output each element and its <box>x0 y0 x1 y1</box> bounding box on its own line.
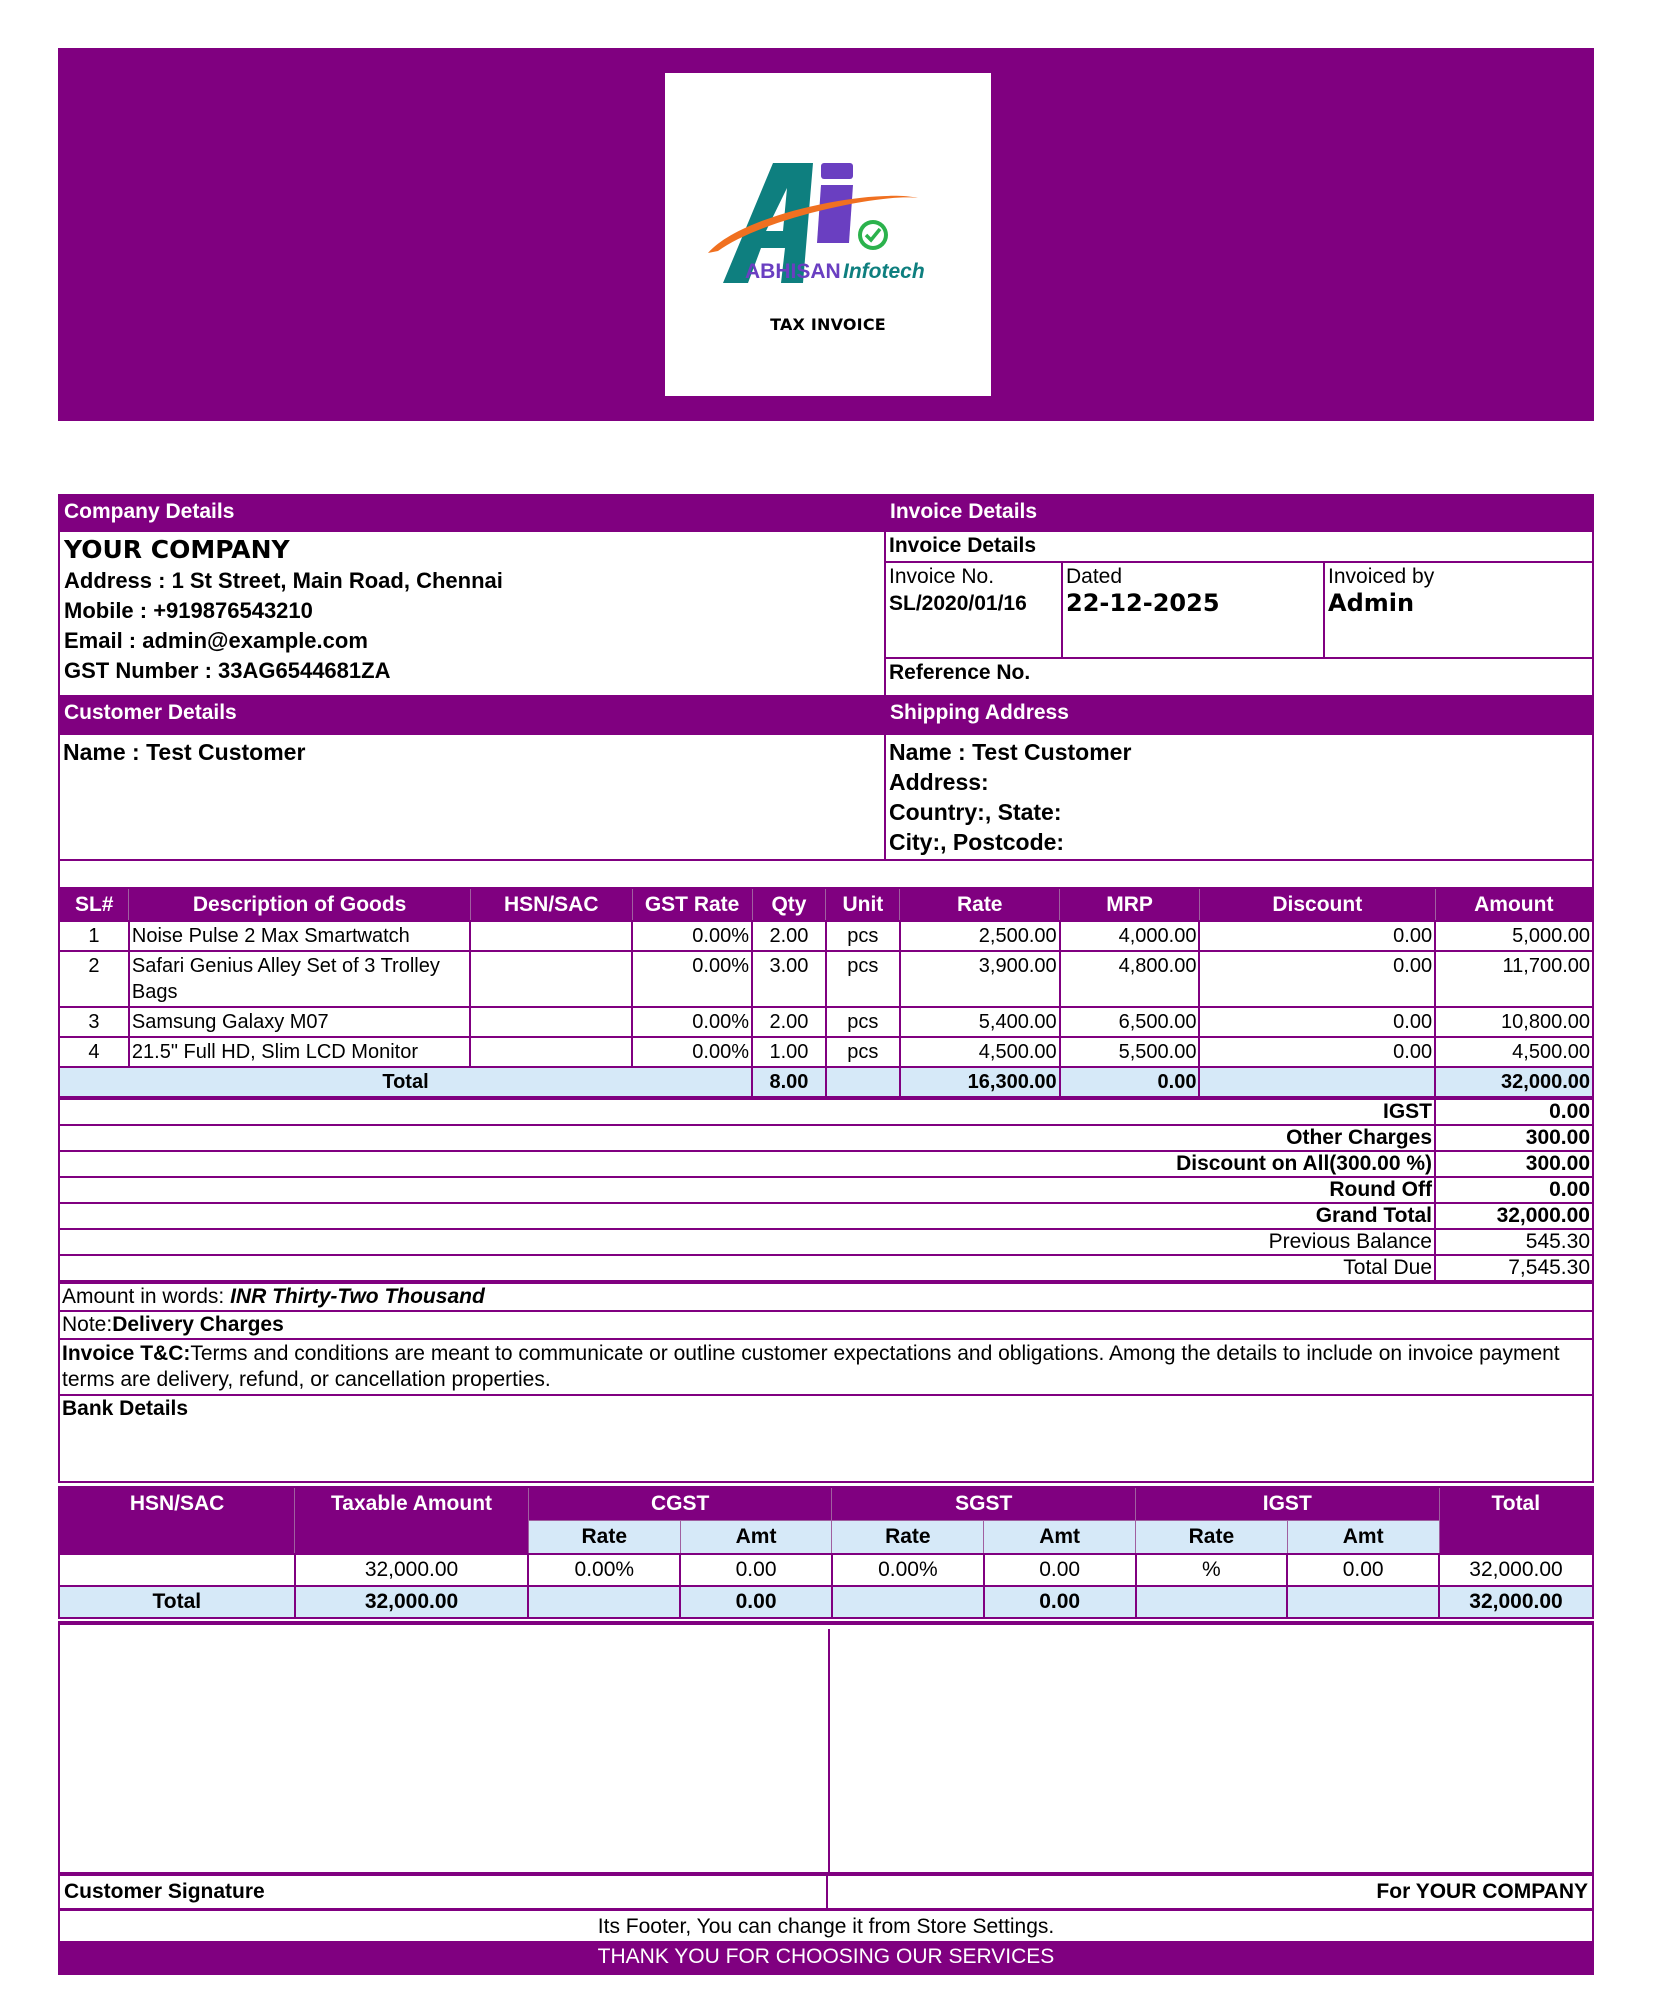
item-discount: 0.00 <box>1199 1007 1435 1037</box>
logo-box <box>665 73 991 396</box>
amount-words-value: INR Thirty-Two Thousand <box>230 1285 485 1308</box>
item-amount: 11,700.00 <box>1435 951 1593 1007</box>
company-address: Address : 1 St Street, Main Road, Chennai <box>64 568 503 593</box>
item-mrp: 4,800.00 <box>1060 951 1200 1007</box>
tax-total-igst-amt <box>1287 1586 1439 1618</box>
note-row <box>59 1311 1593 1339</box>
item-description: Noise Pulse 2 Max Smartwatch <box>129 921 470 951</box>
summary-label: Discount on All(300.00 %) <box>59 1151 1435 1177</box>
customer-details <box>59 734 885 860</box>
cgst-rate-header: Rate <box>528 1521 680 1555</box>
summary-label: Grand Total <box>59 1203 1435 1229</box>
tax-total-label: Total <box>59 1586 295 1618</box>
item-rate: 5,400.00 <box>900 1007 1060 1037</box>
col-gst-rate: GST Rate <box>632 889 752 921</box>
summary-value: 0.00 <box>1435 1099 1593 1125</box>
item-unit: pcs <box>826 1037 900 1067</box>
tax-sgst-rate: 0.00% <box>832 1554 984 1586</box>
header-band <box>58 48 1594 421</box>
company-email: Email : admin@example.com <box>64 628 368 653</box>
company-name: YOUR COMPANY <box>64 535 290 564</box>
table-row <box>59 951 1593 1007</box>
tax-total: 32,000.00 <box>1439 1554 1593 1586</box>
customer-name: Name : Test Customer <box>63 739 306 765</box>
terms-row <box>59 1339 1593 1395</box>
tax-col-cgst: CGST <box>528 1487 832 1521</box>
reference-no: Reference No. <box>889 661 1031 684</box>
summary-row-discount <box>59 1151 1593 1177</box>
summary-row-total-due <box>59 1255 1593 1281</box>
invoice-no-value: SL/2020/01/16 <box>889 592 1027 615</box>
terms-label: Invoice T&C: <box>62 1342 191 1365</box>
spacer-row <box>59 860 1593 888</box>
company-invoice-table <box>58 494 1594 889</box>
summary-value: 300.00 <box>1435 1151 1593 1177</box>
company-gst: GST Number : 33AG6544681ZA <box>64 658 391 683</box>
signature-area <box>60 1625 1592 1872</box>
thank-you-banner: THANK YOU FOR CHOOSING OUR SERVICES <box>60 1941 1592 1973</box>
bank-details: Bank Details <box>59 1395 1593 1482</box>
item-rate: 3,900.00 <box>900 951 1060 1007</box>
item-mrp: 6,500.00 <box>1060 1007 1200 1037</box>
col-unit: Unit <box>826 889 900 921</box>
item-sl: 2 <box>59 951 129 1007</box>
items-total-unit <box>826 1067 900 1097</box>
company-details <box>59 531 885 696</box>
item-gst: 0.00% <box>632 951 752 1007</box>
item-gst: 0.00% <box>632 1007 752 1037</box>
summary-value: 7,545.30 <box>1435 1255 1593 1281</box>
tax-total-cgst-rate <box>528 1586 680 1618</box>
tax-total-sgst-amt: 0.00 <box>984 1586 1136 1618</box>
shipping-city-postcode: City:, Postcode: <box>889 829 1065 855</box>
invoice-sheet <box>58 494 1594 1975</box>
item-qty: 2.00 <box>752 921 826 951</box>
col-mrp: MRP <box>1060 889 1200 921</box>
shipping-address-line: Address: <box>889 769 989 795</box>
tax-total-igst-rate <box>1136 1586 1288 1618</box>
col-amount: Amount <box>1435 889 1593 921</box>
item-amount: 5,000.00 <box>1435 921 1593 951</box>
tax-total-cgst-amt: 0.00 <box>680 1586 832 1618</box>
signature-labels <box>60 1872 1592 1908</box>
items-total-discount <box>1199 1067 1435 1097</box>
item-hsn <box>470 1007 632 1037</box>
col-rate: Rate <box>900 889 1060 921</box>
tax-col-sgst: SGST <box>832 1487 1136 1521</box>
col-sl: SL# <box>59 889 129 921</box>
igst-amt-header: Amt <box>1287 1521 1439 1555</box>
item-hsn <box>470 951 632 1007</box>
summary-value: 0.00 <box>1435 1177 1593 1203</box>
item-amount: 10,800.00 <box>1435 1007 1593 1037</box>
tax-total-row <box>59 1586 1593 1618</box>
summary-value: 300.00 <box>1435 1125 1593 1151</box>
tax-hsn <box>59 1554 295 1586</box>
igst-rate-header: Rate <box>1136 1521 1288 1555</box>
summary-label: IGST <box>59 1099 1435 1125</box>
item-qty: 3.00 <box>752 951 826 1007</box>
summary-row-other-charges <box>59 1125 1593 1151</box>
sgst-rate-header: Rate <box>832 1521 984 1555</box>
cgst-amt-header: Amt <box>680 1521 832 1555</box>
tax-total-taxable: 32,000.00 <box>295 1586 529 1618</box>
item-gst: 0.00% <box>632 921 752 951</box>
tax-col-igst: IGST <box>1136 1487 1440 1521</box>
tax-col-hsn: HSN/SAC <box>59 1487 295 1554</box>
summary-row-grand-total <box>59 1203 1593 1229</box>
company-mobile: Mobile : +919876543210 <box>64 598 313 623</box>
invoice-details-header: Invoice Details <box>885 495 1593 531</box>
summary-value: 545.30 <box>1435 1229 1593 1255</box>
item-hsn <box>470 921 632 951</box>
invoice-no-label: Invoice No. <box>889 565 995 588</box>
summary-row-round-off <box>59 1177 1593 1203</box>
table-row <box>59 1037 1593 1067</box>
invoice-details-subtitle: Invoice Details <box>886 532 1592 562</box>
shipping-address-header: Shipping Address <box>885 696 1593 734</box>
amount-words-label: Amount in words: <box>62 1285 231 1308</box>
summary-table <box>58 1098 1594 1282</box>
item-mrp: 5,500.00 <box>1060 1037 1200 1067</box>
item-amount: 4,500.00 <box>1435 1037 1593 1067</box>
tax-cgst-rate: 0.00% <box>528 1554 680 1586</box>
item-unit: pcs <box>826 1007 900 1037</box>
col-hsn: HSN/SAC <box>470 889 632 921</box>
tax-igst-amt: 0.00 <box>1287 1554 1439 1586</box>
tax-total-sgst-rate <box>832 1586 984 1618</box>
item-gst: 0.00% <box>632 1037 752 1067</box>
note-label: Note: <box>62 1313 113 1336</box>
dated-value: 22-12-2025 <box>1066 589 1220 617</box>
invoiced-by-label: Invoiced by <box>1328 565 1435 588</box>
items-total-amount: 32,000.00 <box>1435 1067 1593 1097</box>
company-signature-label: For YOUR COMPANY <box>1376 1880 1588 1903</box>
item-sl: 1 <box>59 921 129 951</box>
summary-value: 32,000.00 <box>1435 1203 1593 1229</box>
item-unit: pcs <box>826 951 900 1007</box>
tax-cgst-amt: 0.00 <box>680 1554 832 1586</box>
item-unit: pcs <box>826 921 900 951</box>
item-qty: 1.00 <box>752 1037 826 1067</box>
document-title: TAX INVOICE <box>770 315 886 334</box>
summary-label: Other Charges <box>59 1125 1435 1151</box>
tax-col-total: Total <box>1439 1487 1593 1554</box>
terms-text: Terms and conditions are meant to communicate or outline customer expectations and obligations. Among the details to include on invoice payment terms are delivery, refund, or cancellation properties. <box>62 1342 1560 1391</box>
summary-row-igst <box>59 1099 1593 1125</box>
svg-text:Infotech: Infotech <box>843 260 925 283</box>
summary-row-previous-balance <box>59 1229 1593 1255</box>
dated-label: Dated <box>1066 565 1123 588</box>
signature-section <box>58 1621 1594 1975</box>
summary-label: Round Off <box>59 1177 1435 1203</box>
dated-cell <box>1062 562 1324 658</box>
item-rate: 2,500.00 <box>900 921 1060 951</box>
note-value: Delivery Charges <box>112 1313 284 1336</box>
company-logo-icon <box>703 143 953 293</box>
amount-in-words <box>59 1283 1593 1311</box>
item-description: 21.5" Full HD, Slim LCD Monitor <box>129 1037 470 1067</box>
items-total-row <box>59 1067 1593 1097</box>
company-details-header: Company Details <box>59 495 885 531</box>
items-table <box>58 889 1594 1098</box>
shipping-name: Name : Test Customer <box>889 739 1132 765</box>
items-total-qty: 8.00 <box>752 1067 826 1097</box>
item-discount: 0.00 <box>1199 951 1435 1007</box>
table-row <box>59 921 1593 951</box>
invoiced-by-cell <box>1324 562 1592 658</box>
col-discount: Discount <box>1199 889 1435 921</box>
tax-total-value: 32,000.00 <box>1439 1586 1593 1618</box>
item-sl: 4 <box>59 1037 129 1067</box>
invoice-no-cell <box>886 562 1062 658</box>
items-total-label: Total <box>59 1067 752 1097</box>
tax-taxable: 32,000.00 <box>295 1554 529 1586</box>
tax-row <box>59 1554 1593 1586</box>
sgst-amt-header: Amt <box>984 1521 1136 1555</box>
item-discount: 0.00 <box>1199 1037 1435 1067</box>
footer-text: Its Footer, You can change it from Store Settings. <box>60 1908 1592 1941</box>
customer-signature-label: Customer Signature <box>60 1876 828 1908</box>
item-qty: 2.00 <box>752 1007 826 1037</box>
table-row <box>59 1007 1593 1037</box>
shipping-country-state: Country:, State: <box>889 799 1062 825</box>
item-mrp: 4,000.00 <box>1060 921 1200 951</box>
customer-details-header: Customer Details <box>59 696 885 734</box>
items-total-mrp: 0.00 <box>1060 1067 1200 1097</box>
svg-text:ABHISAN: ABHISAN <box>745 260 841 283</box>
item-rate: 4,500.00 <box>900 1037 1060 1067</box>
item-discount: 0.00 <box>1199 921 1435 951</box>
items-total-rate: 16,300.00 <box>900 1067 1060 1097</box>
col-qty: Qty <box>752 889 826 921</box>
item-sl: 3 <box>59 1007 129 1037</box>
invoiced-by-value: Admin <box>1328 589 1415 617</box>
tax-summary-table <box>58 1486 1594 1619</box>
tax-igst-rate: % <box>1136 1554 1288 1586</box>
invoice-details <box>885 531 1593 696</box>
summary-label: Previous Balance <box>59 1229 1435 1255</box>
notes-table <box>58 1282 1594 1483</box>
item-description: Safari Genius Alley Set of 3 Trolley Bags <box>129 951 470 1007</box>
tax-sgst-amt: 0.00 <box>984 1554 1136 1586</box>
summary-label: Total Due <box>59 1255 1435 1281</box>
col-description: Description of Goods <box>129 889 470 921</box>
shipping-address <box>885 734 1593 860</box>
item-description: Samsung Galaxy M07 <box>129 1007 470 1037</box>
item-hsn <box>470 1037 632 1067</box>
tax-col-taxable: Taxable Amount <box>295 1487 529 1554</box>
